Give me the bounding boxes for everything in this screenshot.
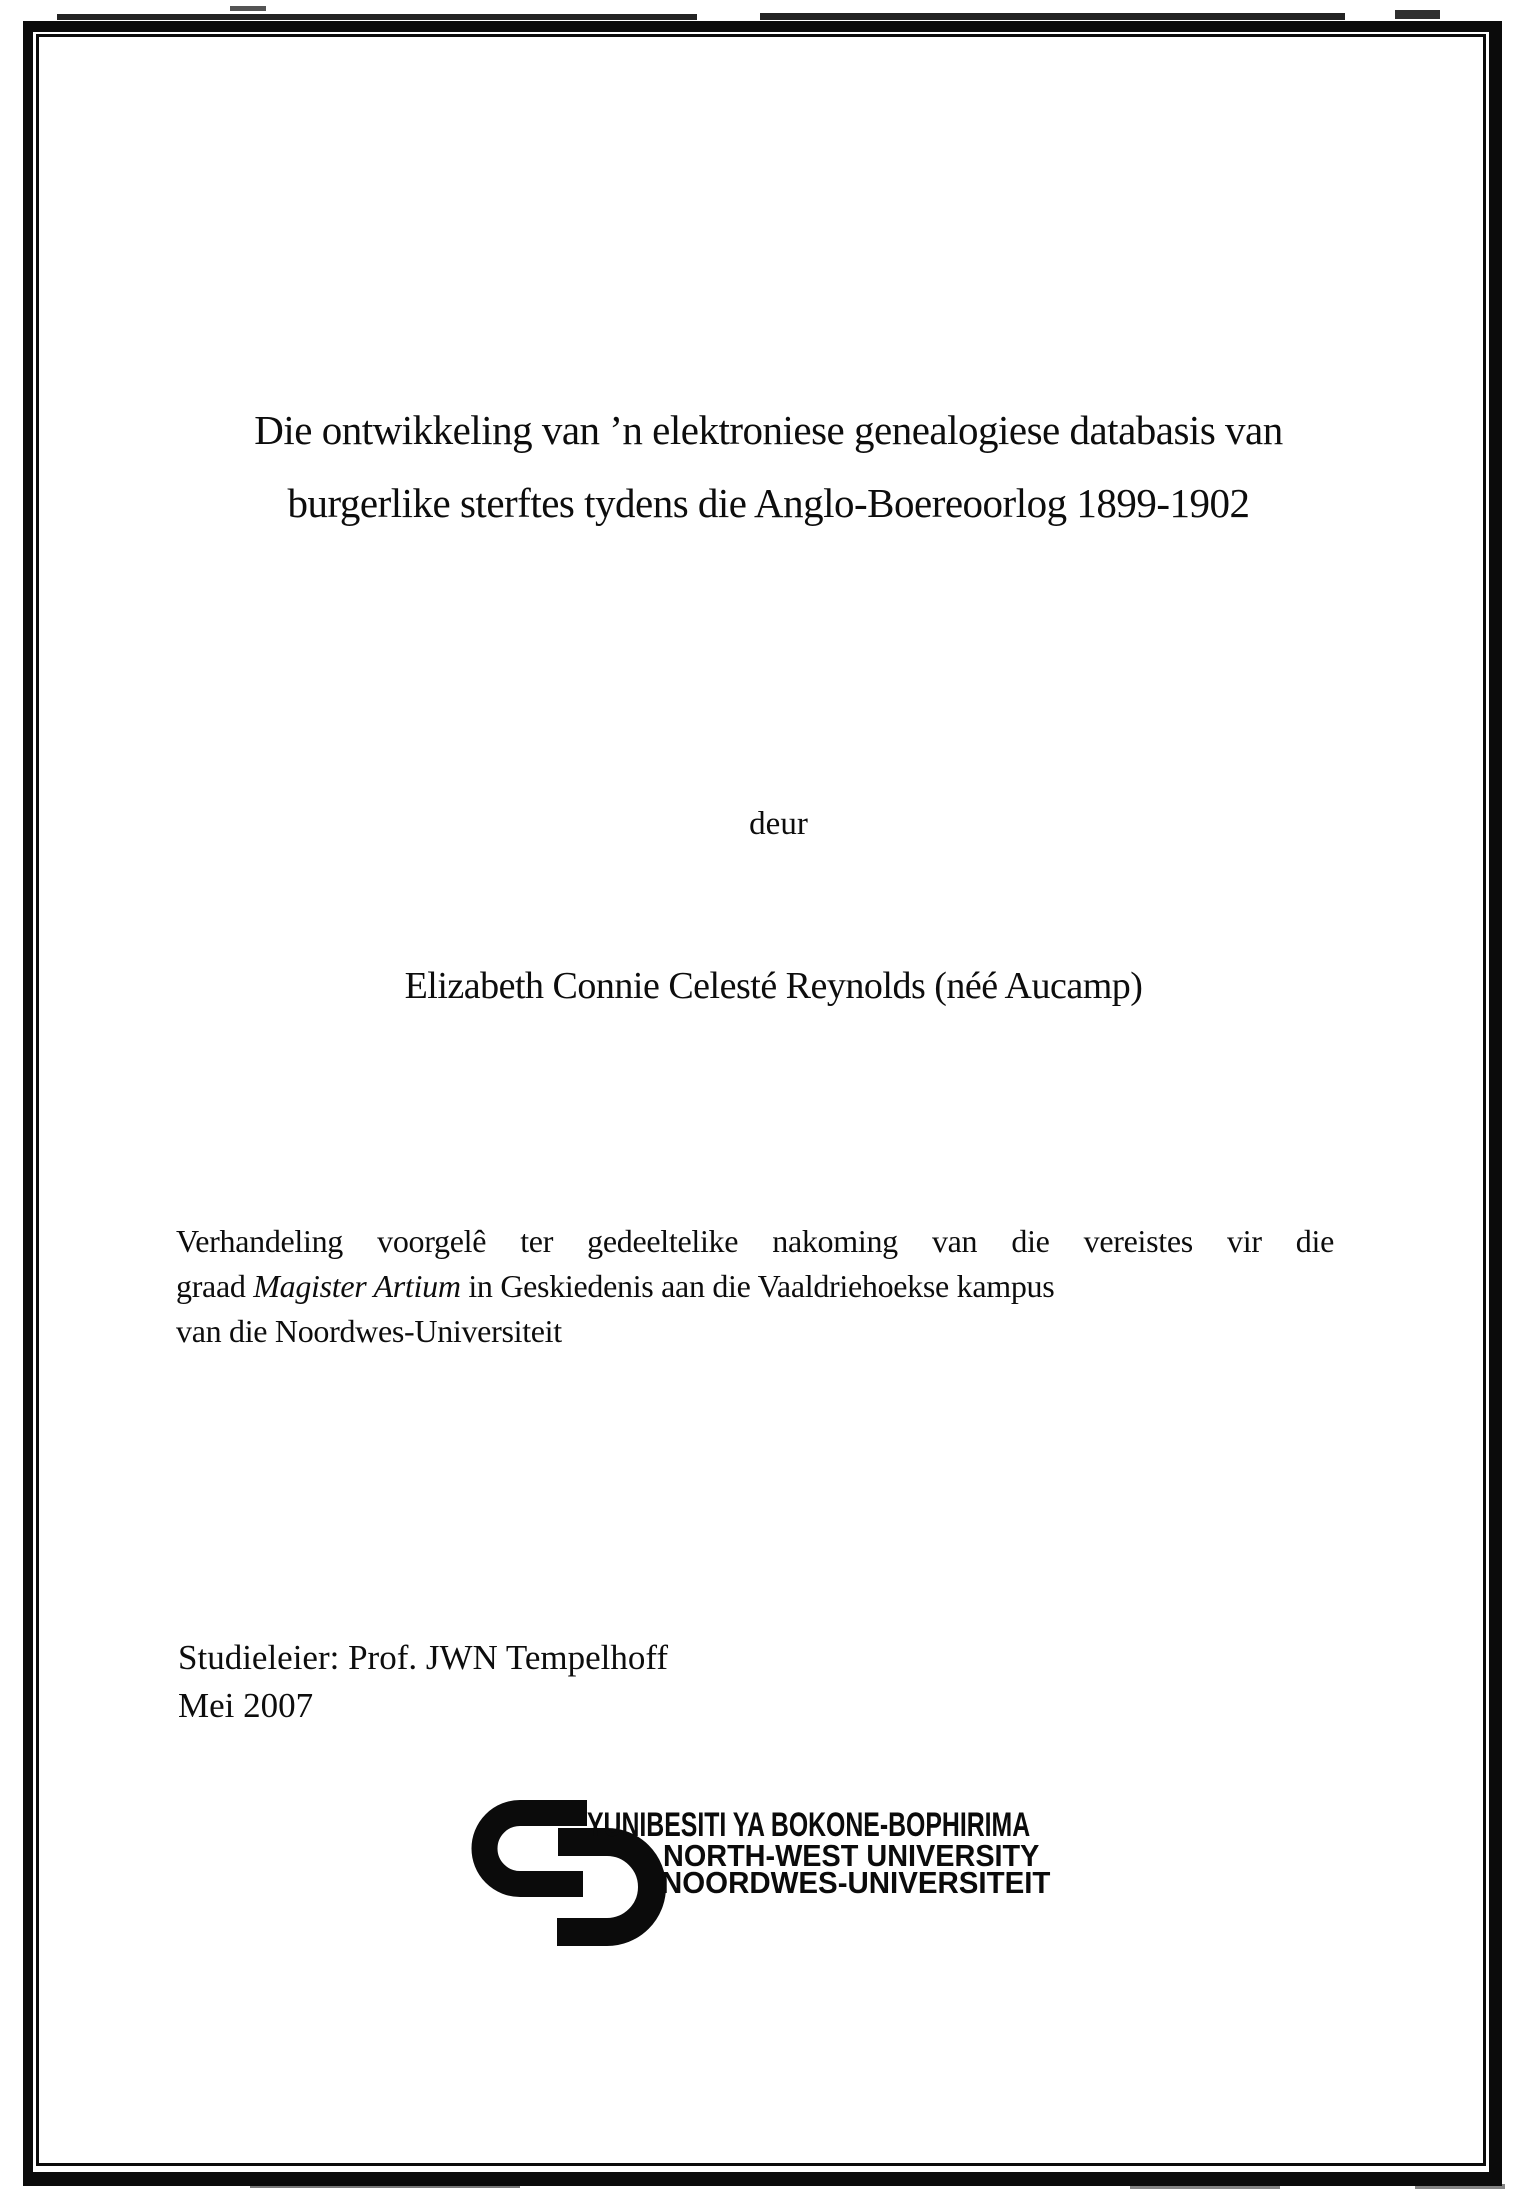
logo-text-line-3: NOORDWES-UNIVERSITEIT bbox=[661, 1865, 1051, 1900]
scan-artifact bbox=[57, 14, 697, 20]
byline-deur: deur bbox=[749, 806, 808, 842]
declaration-line-2 bbox=[176, 1264, 1334, 1309]
scan-artifact bbox=[760, 13, 1345, 20]
university-logo bbox=[465, 1798, 1105, 1968]
scan-artifact bbox=[230, 6, 266, 11]
thesis-title bbox=[100, 394, 1437, 540]
declaration-line-2-after: in Geskiedenis aan die Vaaldriehoekse kampus bbox=[460, 1268, 1055, 1304]
scan-artifact bbox=[1130, 2183, 1280, 2189]
author-name: Elizabeth Connie Celesté Reynolds (néé Aucamp) bbox=[404, 965, 1143, 1007]
supervisor-block bbox=[178, 1634, 668, 1730]
declaration-paragraph bbox=[176, 1219, 1334, 1354]
scan-artifact bbox=[1395, 10, 1440, 19]
thesis-title-line-1: Die ontwikkeling van ’n elektroniese genealogiese databasis van bbox=[254, 407, 1283, 453]
supervisor-line: Studieleier: Prof. JWN Tempelhoff bbox=[178, 1638, 669, 1677]
declaration-line-3: van die Noordwes-Universiteit bbox=[176, 1313, 562, 1349]
scan-artifact bbox=[250, 2182, 520, 2188]
declaration-line-1: Verhandeling voorgelê ter gedeeltelike nakoming van die vereistes vir die bbox=[176, 1223, 1334, 1259]
declaration-line-2-before: graad bbox=[176, 1268, 254, 1304]
scan-artifact bbox=[1415, 2184, 1505, 2189]
date-line: Mei 2007 bbox=[178, 1686, 314, 1725]
logo-text-line-1: YUNIBESITI YA BOKONE-BOPHIRIMA bbox=[587, 1806, 1031, 1844]
thesis-title-line-2: burgerlike sterftes tydens die Anglo-Boereoorlog 1899-1902 bbox=[287, 480, 1250, 526]
degree-name-italic: Magister Artium bbox=[253, 1268, 461, 1304]
logo-text-line-2: NORTH-WEST UNIVERSITY bbox=[663, 1838, 1040, 1873]
